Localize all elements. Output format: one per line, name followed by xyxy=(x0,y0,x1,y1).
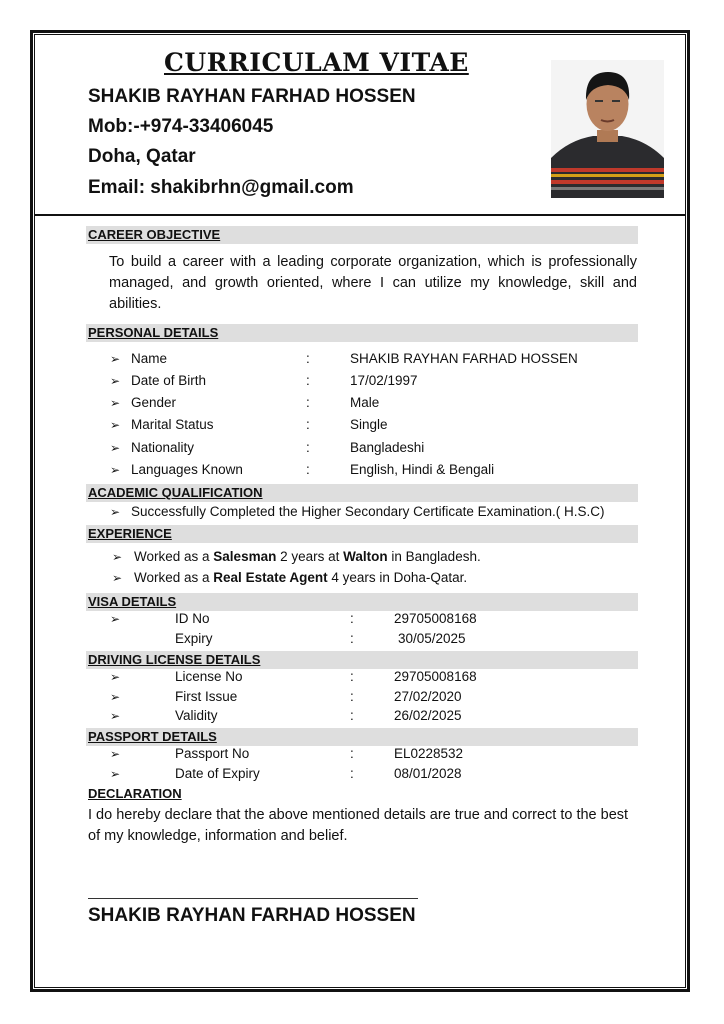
field-label: Passport No xyxy=(175,746,250,761)
arrow-bullet-icon: ➢ xyxy=(112,550,123,564)
exp-org: Walton xyxy=(343,549,388,564)
exp-text: in Bangladesh. xyxy=(387,549,481,564)
arrow-bullet-icon: ➢ xyxy=(110,690,121,704)
field-label: Name xyxy=(131,351,168,366)
exp-text: Worked as a xyxy=(134,570,214,585)
arrow-bullet-icon: ➢ xyxy=(110,441,121,455)
experience-heading: EXPERIENCE xyxy=(88,526,172,541)
email: Email: shakibrhn@gmail.com xyxy=(88,177,354,198)
declaration-text: I do hereby declare that the above mentioned details are true and correct to the best of my knowledge, information and belief. xyxy=(88,807,629,844)
personal-details-heading: PERSONAL DETAILS xyxy=(88,325,219,340)
field-colon: : xyxy=(306,440,310,455)
field-value: 26/02/2025 xyxy=(394,708,462,723)
header-divider xyxy=(34,214,686,216)
field-colon: : xyxy=(350,689,354,704)
declaration-heading: DECLARATION xyxy=(88,786,182,801)
applicant-name: SHAKIB RAYHAN FARHAD HOSSEN xyxy=(88,86,416,107)
field-colon: : xyxy=(350,669,354,684)
academic-heading: ACADEMIC QUALIFICATION xyxy=(88,485,263,500)
field-colon: : xyxy=(306,417,310,432)
field-label: Date of Birth xyxy=(131,373,207,388)
field-colon: : xyxy=(350,611,354,626)
field-colon: : xyxy=(306,351,310,366)
field-value: English, Hindi & Bengali xyxy=(350,462,495,477)
field-label: ID No xyxy=(175,611,210,626)
signature-name: SHAKIB RAYHAN FARHAD HOSSEN xyxy=(88,905,416,926)
arrow-bullet-icon: ➢ xyxy=(110,747,121,761)
field-colon: : xyxy=(350,766,354,781)
passport-heading: PASSPORT DETAILS xyxy=(88,729,217,744)
arrow-bullet-icon: ➢ xyxy=(110,418,121,432)
arrow-bullet-icon: ➢ xyxy=(110,612,121,626)
field-value: Single xyxy=(350,417,388,432)
field-label: License No xyxy=(175,669,243,684)
signature-line xyxy=(88,898,418,899)
field-label: Marital Status xyxy=(131,417,214,432)
field-colon: : xyxy=(306,395,310,410)
field-label: First Issue xyxy=(175,689,238,704)
field-value: 27/02/2020 xyxy=(394,689,462,704)
exp-role: Salesman xyxy=(213,549,277,564)
person-portrait-icon xyxy=(551,60,664,198)
academic-item: Successfully Completed the Higher Secondary Certificate Examination.( H.S.C) xyxy=(131,504,605,519)
field-value: 30/05/2025 xyxy=(398,631,466,646)
field-value: Bangladeshi xyxy=(350,440,425,455)
field-value: 29705008168 xyxy=(394,669,477,684)
field-label: Nationality xyxy=(131,440,195,455)
arrow-bullet-icon: ➢ xyxy=(110,374,121,388)
location: Doha, Qatar xyxy=(88,146,196,167)
arrow-bullet-icon: ➢ xyxy=(110,709,121,723)
field-colon: : xyxy=(350,708,354,723)
field-label: Date of Expiry xyxy=(175,766,260,781)
arrow-bullet-icon: ➢ xyxy=(112,571,123,585)
field-value: EL0228532 xyxy=(394,746,464,761)
field-label: Gender xyxy=(131,395,177,410)
arrow-bullet-icon: ➢ xyxy=(110,352,121,366)
license-heading: DRIVING LICENSE DETAILS xyxy=(88,652,261,667)
field-value: 29705008168 xyxy=(394,611,477,626)
exp-text: Worked as a xyxy=(134,549,214,564)
career-objective-heading: CAREER OBJECTIVE xyxy=(88,227,221,242)
field-label: Expiry xyxy=(175,631,213,646)
field-value: SHAKIB RAYHAN FARHAD HOSSEN xyxy=(350,351,578,366)
arrow-bullet-icon: ➢ xyxy=(110,670,121,684)
experience-item-2 xyxy=(134,570,467,585)
field-colon: : xyxy=(350,746,354,761)
career-objective-text: To build a career with a leading corporate organization, which is professionally managed, and growth oriented, where I can utilize my knowledge, skill and abilities. xyxy=(109,254,637,312)
visa-heading: VISA DETAILS xyxy=(88,594,177,609)
arrow-bullet-icon: ➢ xyxy=(110,505,121,519)
field-value: 17/02/1997 xyxy=(350,373,418,388)
cv-title: CURRICULAM VITAE xyxy=(164,48,469,77)
arrow-bullet-icon: ➢ xyxy=(110,767,121,781)
field-label: Validity xyxy=(175,708,218,723)
mobile-number: Mob:-+974-33406045 xyxy=(88,116,274,137)
arrow-bullet-icon: ➢ xyxy=(110,463,121,477)
field-colon: : xyxy=(350,631,354,646)
experience-item-1 xyxy=(134,549,481,564)
field-value: 08/01/2028 xyxy=(394,766,462,781)
arrow-bullet-icon: ➢ xyxy=(110,396,121,410)
field-colon: : xyxy=(306,462,310,477)
field-value: Male xyxy=(350,395,380,410)
exp-role: Real Estate Agent xyxy=(213,570,328,585)
field-label: Languages Known xyxy=(131,462,243,477)
exp-text: 4 years in Doha-Qatar. xyxy=(327,570,468,585)
field-colon: : xyxy=(306,373,310,388)
profile-photo xyxy=(551,60,664,198)
exp-text: 2 years at xyxy=(276,549,344,564)
